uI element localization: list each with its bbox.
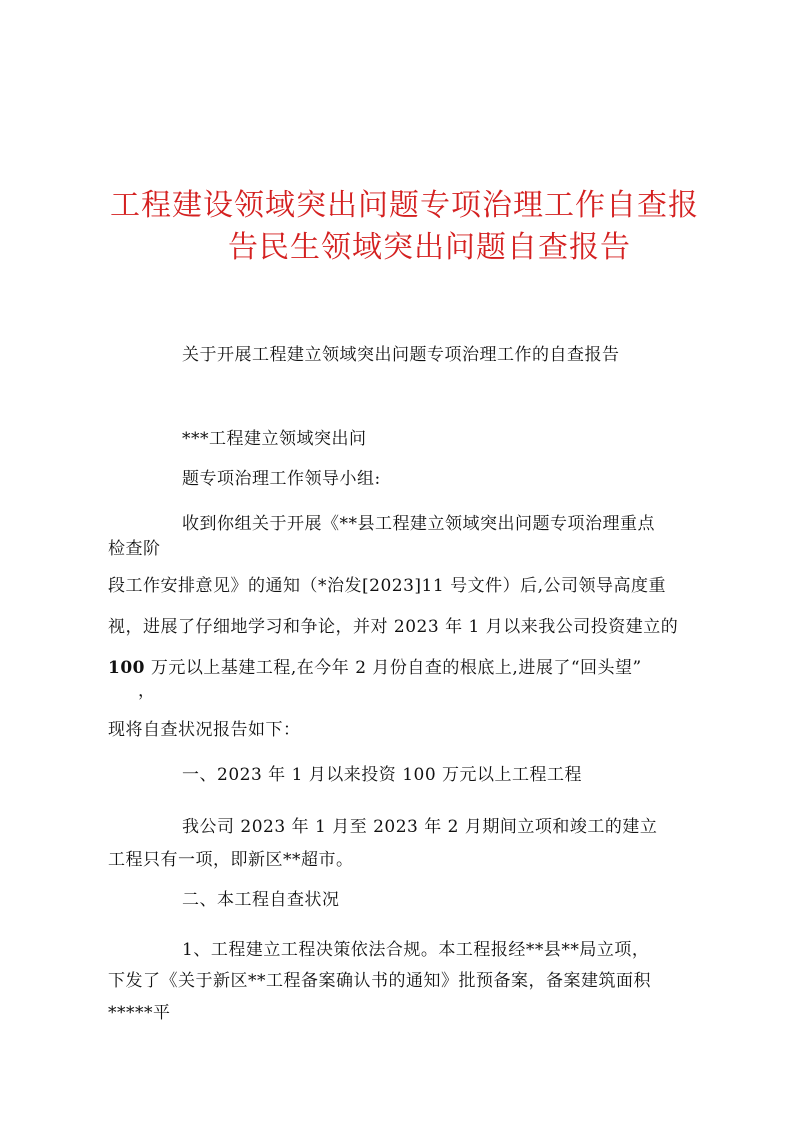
paragraph-line: *****平 [108,1003,171,1023]
document-title-line-1: 工程建设领域突出问题专项治理工作自查报 [110,188,699,223]
paragraph-line: 我公司 2023 年 1 月至 2023 年 2 月期间立项和竣工的建立 [182,817,658,837]
section-heading-2: 二、本工程自查状况 [182,890,340,910]
section-heading-1: 一、2023 年 1 月以来投资 100 万元以上工程工程 [182,765,583,785]
document-title-line-2: 告民生领域突出问题自查报告 [228,230,631,265]
paragraph-line: 1、工程建立工程决策依法合规。本工程报经**县**局立项， [182,940,650,960]
paragraph-line: 检查阶 [108,539,161,559]
report-subtitle: 关于开展工程建立领域突出问题专项治理工作的自查报告 [182,345,620,365]
amount-bold: 100 [108,658,145,678]
paragraph-line: 工程只有一项，即新区**超市。 [108,850,354,870]
paragraph-text: 万元以上基建工程,在今年 2 月份自查的根底上,进展了“回头望” [145,658,642,678]
addressee-line-1: ***工程建立领域突出问 [182,429,367,449]
paragraph-line: 视，进展了仔细地学习和争论，并对 2023 年 1 月以来我公司投资建立的 [108,617,679,637]
paragraph-line: 下发了《关于新区**工程备案确认书的通知》批预备案，备案建筑面积 [108,971,651,991]
paragraph-line [108,653,642,678]
addressee-line-2: 题专项治理工作领导小组: [182,469,381,489]
paragraph-line: ， [138,681,156,701]
paragraph-line: 收到你组关于开展《**县工程建立领域突出问题专项治理重点 [182,514,655,534]
paragraph-line: 段工作安排意见》的通知（*治发[2023]11 号文件）后,公司领导高度重 [108,576,666,596]
paragraph-line: 现将自查状况报告如下： [108,720,301,740]
